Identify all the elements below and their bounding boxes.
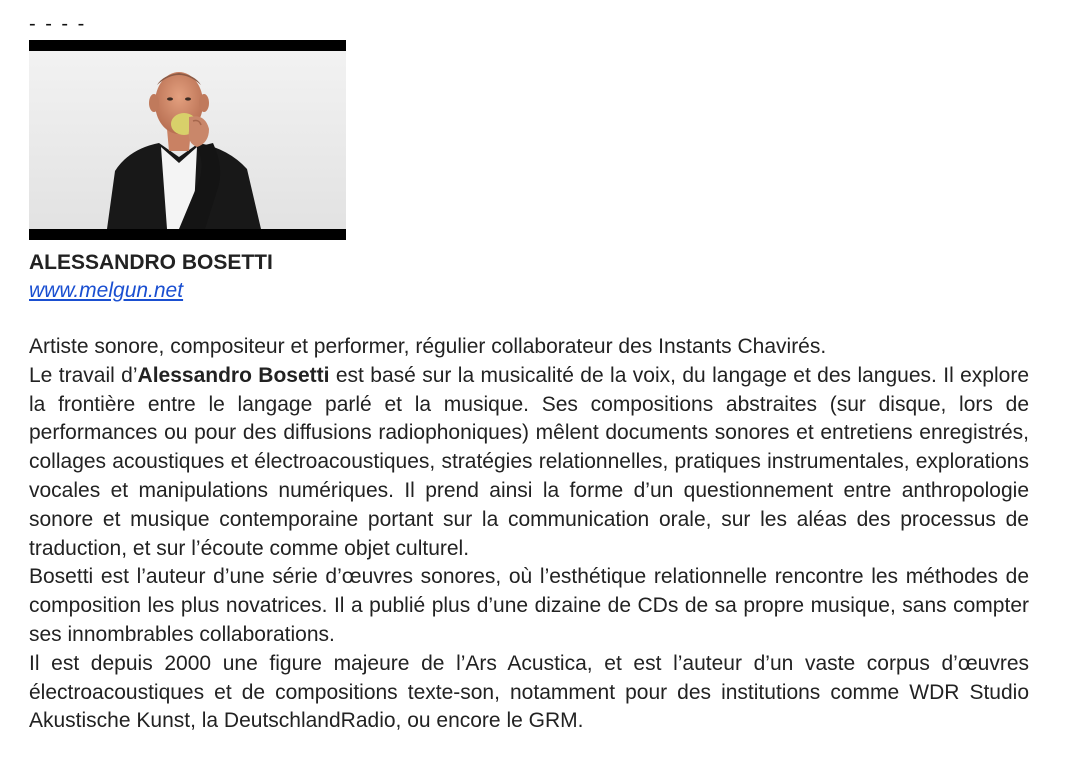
separator-dashes: - - - - — [29, 13, 87, 35]
artist-photo-image — [29, 51, 346, 229]
bio-paragraph-1 — [29, 362, 1029, 564]
artist-bio — [29, 333, 1029, 736]
bio-paragraph-2: Bosetti est l’auteur d’une série d’œuvres sonores, où l’esthétique relationnelle rencontre les méthodes de composition les plus novatrices. Il a publié plus d’une dizaine de CDs de sa propre musique, sans compter ses innombrables collaborations. — [29, 565, 1029, 646]
bio-p1-artist-name: Alessandro Bosetti — [137, 363, 330, 387]
bio-p1-after: est basé sur la musicalité de la voix, du langage et des langues. Il explore la frontière entre le langage parlé et la musique. Ses compositions abstraites (sur disque, lors de performances ou pour des diffusions radiophoniques) mêlent documents sonores et entretiens enregistrés, collages acoustiques et électroacoustiques, stratégies relationnelles, pratiques instrumentales, explorations vocales et manipulations numériques. Il prend ainsi la forme d’un questionnement entre anthropologie sonore et musique contemporaine portant sur la communication orale, sur les aléas des processus de traduction, et sur l’écoute comme objet culturel. — [29, 363, 1030, 560]
artist-photo — [29, 40, 346, 240]
bio-p1-before: Le travail d’ — [29, 363, 138, 387]
artist-entry — [29, 12, 1029, 736]
artist-website-link[interactable]: www.melgun.net — [29, 279, 184, 302]
bio-intro: Artiste sonore, compositeur et performer, régulier collaborateur des Instants Chavirés. — [29, 335, 827, 358]
bio-paragraph-3: Il est depuis 2000 une figure majeure de l’Ars Acustica, et est l’auteur d’un vaste corpus d’œuvres électroacoustiques et de compositions texte-son, notamment pour des institutions comme WDR Studio Akustische Kunst, la DeutschlandRadio, ou encore le GRM. — [29, 651, 1029, 733]
portrait-illustration — [29, 51, 346, 229]
artist-name: ALESSANDRO BOSETTI — [29, 251, 273, 274]
